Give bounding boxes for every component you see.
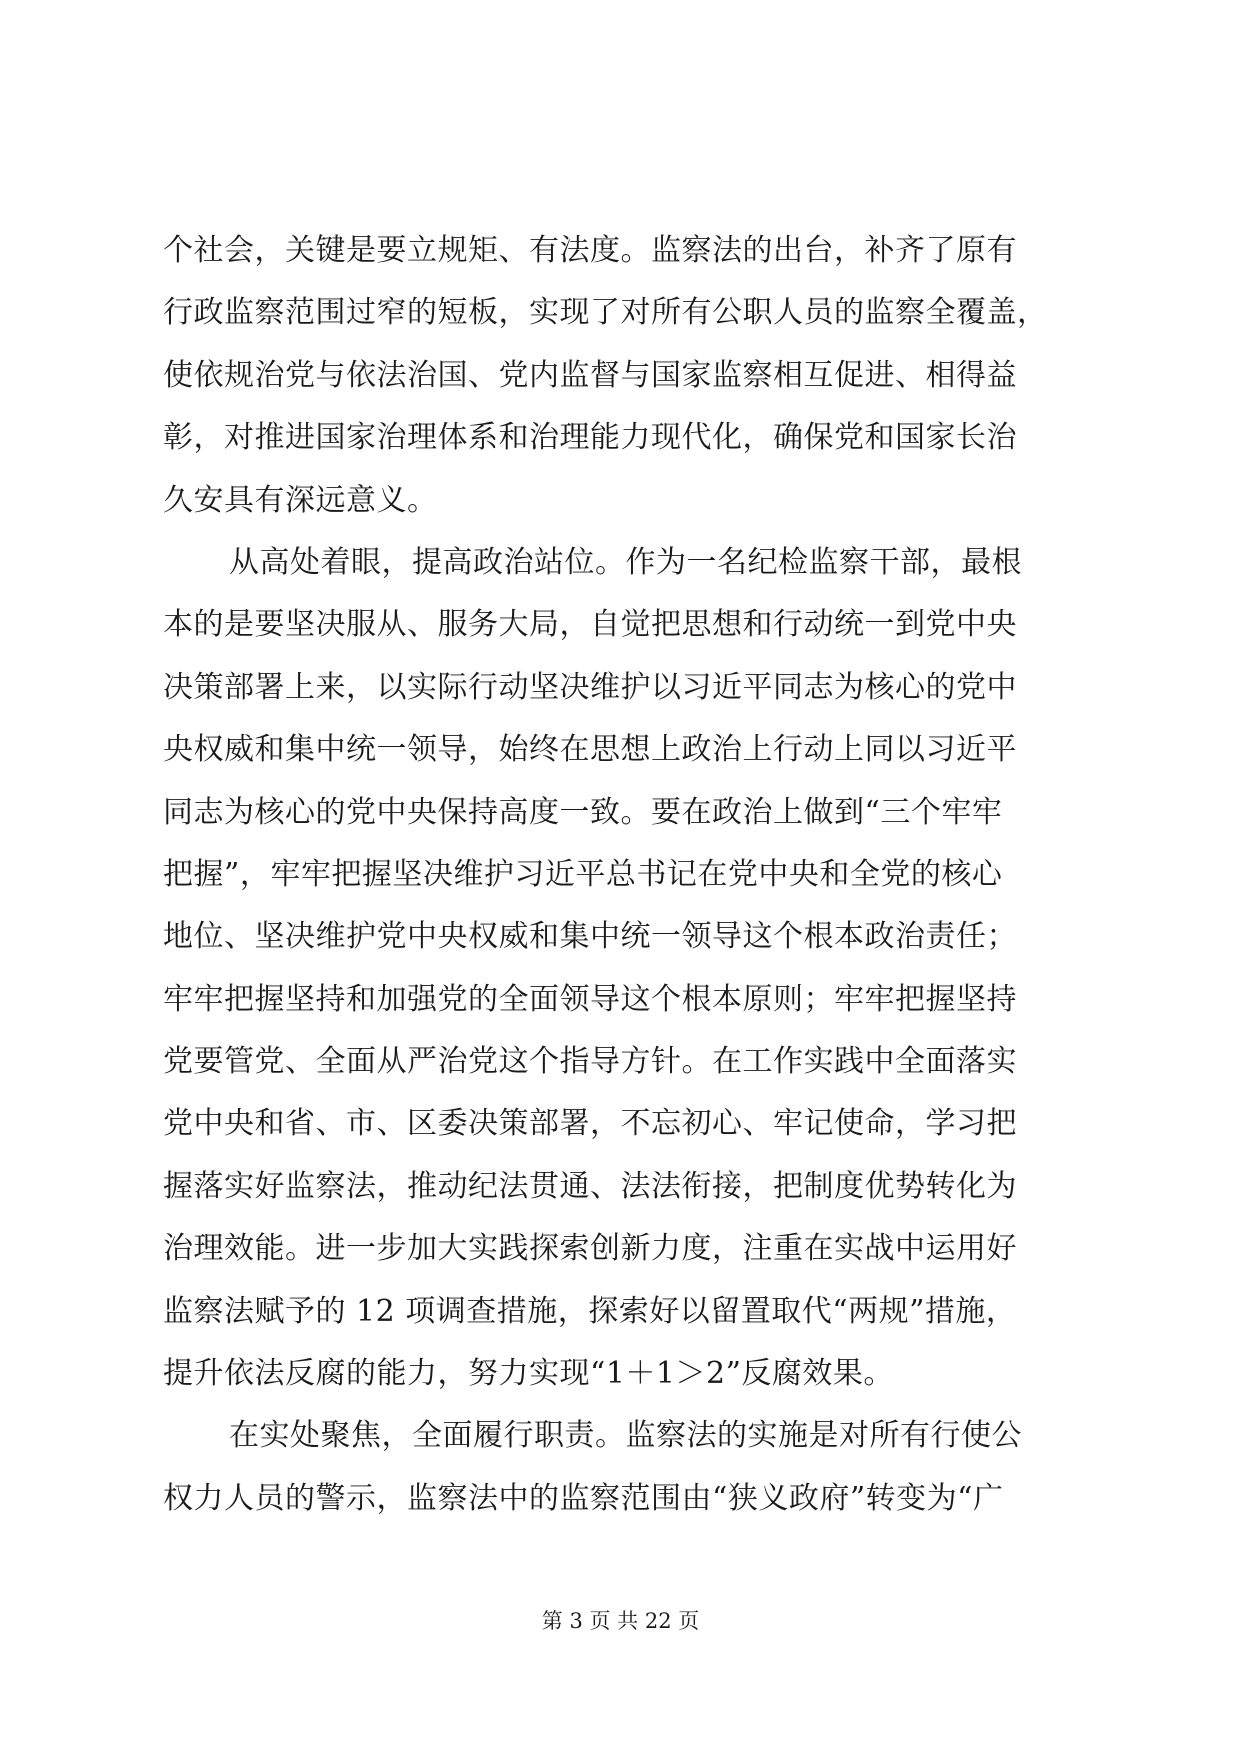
text-line: 央权威和集中统一领导，始终在思想上政治上行动上同以习近平 — [163, 732, 1017, 768]
text-line: 从高处着眼，提高政治站位。作为一名纪检监察干部，最根 — [229, 544, 1022, 580]
text-line: 地位、坚决维护党中央权威和集中统一领导这个根本政治责任； — [163, 919, 1017, 955]
text-line: 本的是要坚决服从、服务大局，自觉把思想和行动统一到党中央 — [163, 607, 1017, 643]
text-line: 久安具有深远意义。 — [163, 482, 438, 518]
paragraph-2 — [163, 532, 1123, 1405]
text-line: 权力人员的警示，监察法中的监察范围由“狭义政府”转变为“广 — [163, 1480, 1004, 1516]
text-line: 牢牢把握坚持和加强党的全面领导这个根本原则；牢牢把握坚持 — [163, 981, 1017, 1017]
body-text — [163, 220, 1123, 1530]
text-line: 党中央和省、市、区委决策部署，不忘初心、牢记使命，学习把 — [163, 1106, 1017, 1142]
page-number-footer: 第 3 页 共 22 页 — [541, 1609, 700, 1633]
text-line: 行政监察范围过窄的短板，实现了对所有公职人员的监察全覆盖， — [163, 295, 1048, 331]
paragraph-1 — [163, 220, 1123, 532]
text-line: 治理效能。进一步加大实践探索创新力度，注重在实战中运用好 — [163, 1231, 1017, 1267]
text-line: 监察法赋予的 12 项调查措施，探索好以留置取代“两规”措施， — [163, 1293, 1017, 1329]
text-line: 同志为核心的党中央保持高度一致。要在政治上做到“三个牢牢 — [163, 794, 1003, 830]
text-line: 提升依法反腐的能力，努力实现“1＋1＞2”反腐效果。 — [163, 1356, 894, 1392]
paragraph-3 — [163, 1405, 1123, 1530]
text-line: 个社会，关键是要立规矩、有法度。监察法的出台，补齐了原有 — [163, 233, 1017, 268]
text-line: 决策部署上来，以实际行动坚决维护以习近平同志为核心的党中 — [163, 669, 1017, 705]
text-line: 在实处聚焦，全面履行职责。监察法的实施是对所有行使公 — [229, 1418, 1022, 1454]
text-line: 党要管党、全面从严治党这个指导方针。在工作实践中全面落实 — [163, 1044, 1017, 1080]
text-line: 握落实好监察法，推动纪法贯通、法法衔接，把制度优势转化为 — [163, 1168, 1017, 1204]
text-line: 把握”，牢牢把握坚决维护习近平总书记在党中央和全党的核心 — [163, 856, 1003, 892]
text-line: 彰，对推进国家治理体系和治理能力现代化，确保党和国家长治 — [163, 420, 1017, 456]
text-line: 使依规治党与依法治国、党内监督与国家监察相互促进、相得益 — [163, 357, 1017, 393]
